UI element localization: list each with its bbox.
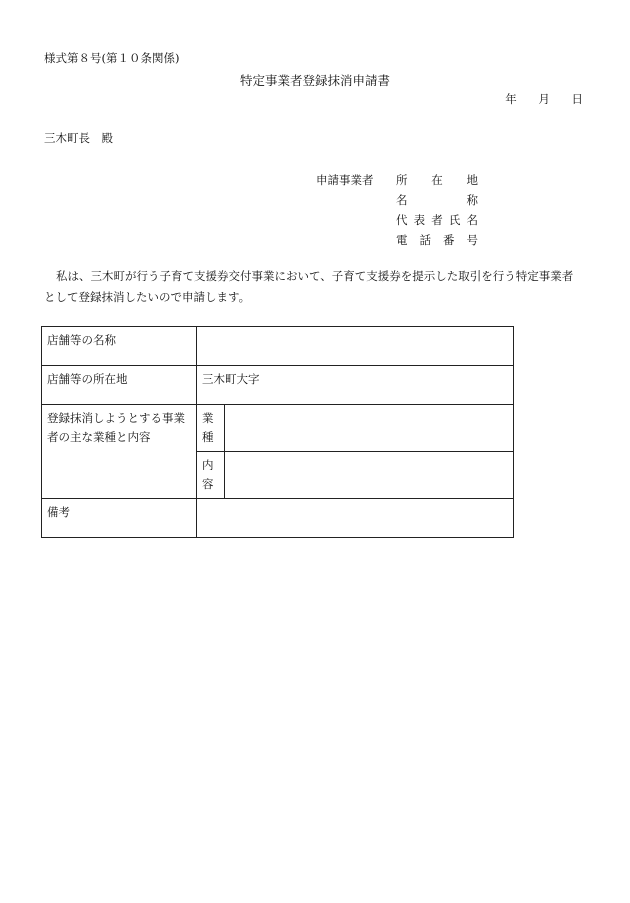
business-label: 登録抹消しようとする事業者の主な業種と内容 (42, 405, 197, 499)
date-line (487, 91, 583, 107)
applicant-name-label: 名 称 (396, 193, 478, 207)
statement (44, 266, 584, 308)
table-row-store-address (42, 366, 514, 405)
statement-line-1: 私は、三木町が行う子育て支援券交付事業において、子育て支援券を提示した取引を行う特定事業者 (56, 269, 574, 283)
applicant-representative-label: 代 表 者 氏 名 (396, 213, 478, 227)
table-row-remarks (42, 499, 514, 538)
store-address-field[interactable]: 三木町大字 (197, 366, 514, 405)
store-name-field[interactable] (197, 327, 514, 366)
applicant-label: 申請事業者 (316, 173, 374, 187)
statement-line-2: として登録抹消したいので申請します。 (44, 290, 251, 304)
store-address-label: 店舗等の所在地 (42, 366, 197, 405)
remarks-field[interactable] (197, 499, 514, 538)
content-field[interactable] (225, 452, 514, 499)
applicant-address-label: 所 在 地 (396, 173, 478, 187)
document-title: 特定事業者登録抹消申請書 (239, 73, 390, 88)
date-day-label: 日 (571, 92, 583, 106)
table-row-store-name (42, 327, 514, 366)
table-row-industry (42, 405, 514, 452)
form-number: 様式第８号(第１０条関係) (44, 51, 180, 65)
remarks-label: 備考 (42, 499, 197, 538)
addressee: 三木町長 殿 (44, 131, 113, 145)
store-name-label: 店舗等の名称 (42, 327, 197, 366)
industry-label: 業種 (197, 405, 225, 452)
date-year-label: 年 (505, 92, 517, 106)
industry-field[interactable] (225, 405, 514, 452)
date-month-label: 月 (538, 92, 550, 106)
content-label: 内容 (197, 452, 225, 499)
info-table (41, 326, 514, 538)
applicant-phone-label: 電 話 番 号 (396, 233, 478, 247)
